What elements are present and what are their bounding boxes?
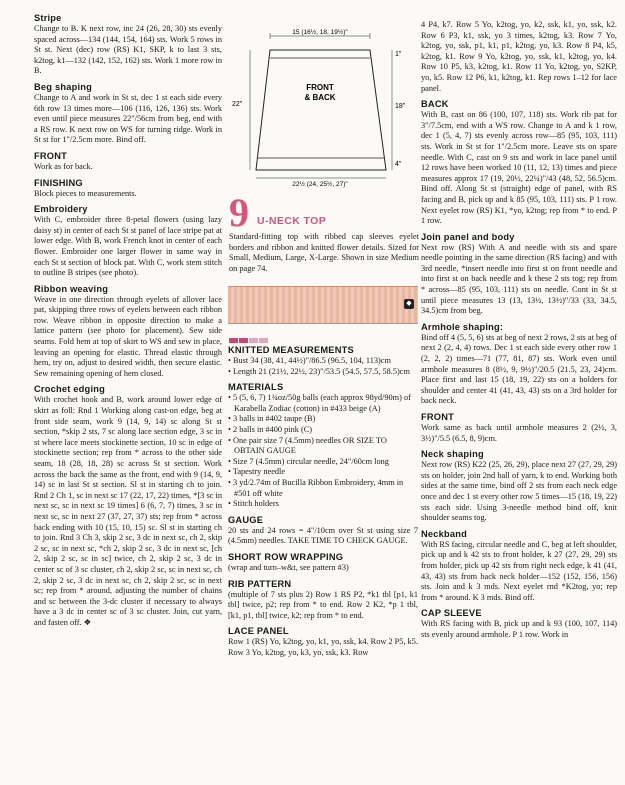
diagram-right-top-label: 1": [395, 51, 402, 58]
heading-front: FRONT: [34, 150, 68, 161]
paragraph: Change to A and work in St st, dec 1 st each side every 6th row 13 times more—106 (116, 126, 136) sts. Work even until piece measures 22"/56cm from beg, end with a RS row. K next row on WS for turning ridge. Work in St st for 1"/2.5cm more. Bind off.: [34, 92, 222, 145]
heading-embroidery: Embroidery: [34, 204, 88, 215]
paragraph: (wrap and turn–w&t, see pattern #3): [228, 562, 349, 572]
heading-back: BACK: [421, 99, 449, 110]
diagram-left-label: 22": [232, 101, 243, 108]
heading-cap-sleeve: CAP SLEEVE: [421, 608, 482, 619]
list-item: • 3 balls in #402 taupe (B): [228, 414, 418, 425]
heading-armhole-shaping: Armhole shaping:: [421, 321, 504, 332]
bullet-list: [228, 393, 418, 510]
list-item: • 5 (5, 6, 7) 1¾oz/50g balls (each approx 98yd/90m) of Karabella Zodiac (cotton) in #433 beige (A): [228, 393, 418, 414]
list-item: • 2 balls in #400 pink (C): [228, 425, 418, 436]
heading-crochet-edging: Crochet edging: [34, 384, 105, 395]
project-number: 9: [229, 190, 249, 235]
paragraph: With RS facing, circular needle and C, beg at left shoulder, pick up and k 42 sts to front holder, k 27 (27, 29, 29) sts from holder, pick up 42 sts from right neck edge, k 41 (41, 43, 43) sts from back neck holder—152 (152, 156, 156) sts. Join and k 3 mds. Next eyelet rnd *K2tog, yo; rep from * around. K 3 mds. Bind off.: [421, 539, 617, 602]
heading-beg-shaping: Beg shaping: [34, 81, 92, 92]
list-item: • One pair size 7 (4.5mm) needles OR SIZE TO OBTAIN GAUGE: [228, 436, 418, 457]
list-item: • Stitch holders: [228, 499, 418, 510]
diagram-top-label: 15 (16½, 18, 19½)": [292, 29, 348, 36]
heading-gauge: GAUGE: [228, 514, 264, 525]
schematic-diagram: [230, 28, 416, 188]
list-item: • Size 7 (4.5mm) circular needle, 24"/60cm long: [228, 457, 418, 468]
paragraph: Change to B. K next row, inc 24 (26, 28, 30) sts evenly spaced across—134 (144, 154, 164) sts. Work 5 rows in St st. Next (dec) row (RS) K1, SKP, k to last 3 sts, k2tog, k1—132 (142, 152, 162) sts. Work 1 more row in B.: [34, 24, 222, 76]
heading-knitted-measurements: KNITTED MEASUREMENTS: [228, 345, 354, 355]
column-right: [421, 0, 617, 641]
paragraph: Row 1 (RS) Yo, k2tog, yo, k1, yo, ssk, k4. Row 2 P5, k5. Row 3 Yo, k2tog, yo, k3, yo, ssk, k3. Row: [228, 637, 418, 657]
heading-neck-shaping: Neck shaping: [421, 449, 484, 460]
paragraph: 20 sts and 24 rows = 4"/10cm over St st using size 7 (4.5mm) needles. TAKE TIME TO CHECK GAUGE.: [228, 525, 418, 546]
list-item: • Bust 34 (38, 41, 44½)"/86.5 (96.5, 104, 113)cm: [228, 356, 418, 367]
list-item: • Length 21 (21½, 22½, 23)"/53.5 (54.5, 57.5, 58.5)cm: [228, 367, 418, 378]
heading-join-panel-and-body: Join panel and body: [421, 231, 515, 242]
heading-rib-pattern: RIB PATTERN: [228, 578, 292, 589]
heading-lace-panel: LACE PANEL: [228, 626, 289, 637]
size-indicator: [229, 330, 289, 336]
heading-neckband: Neckband: [421, 528, 468, 539]
paragraph: Weave in one direction through eyelets of allover lace pat, skipping three rows of eyelets between each ribbon row. Weave ribbon in opposite direction to make a lattice pattern (see photo for placement). Sew side seams. Fold hem at top of skirt to WS and sew in place, leaving an opening for elastic. Thread elastic through hem, try on, adjust to desired width, then secure elastic. Sew remaining opening of hem closed.: [34, 294, 222, 378]
project-title: U-NECK TOP: [257, 215, 327, 227]
heading-short-row-wrapping: SHORT ROW WRAPPING: [228, 551, 344, 562]
paragraph: With crochet hook and B, work around lower edge of skirt as foll: Rnd 1 Working along cast-on edge, beg at front side seam, work 9 (14, 9, 14) sc along St st section, *skip 2 sts, 7 sc along lace section edge, 3 sc in st where lace meets stockinette section, 10 sc in edge of stockinette section; rep from * across to the other side seam, 18 (28, 18, 28) sc across St st section. Work across the back the same as the front, end with 9 (14, 9, 14) sc in last St st section. Sl st in starting ch to join. Rnd 2 Ch 1, sc in next sc 17 (22, 17, 22) times, *[3 sc in next sc, sc in next sc 19 times] 6 (6, 7, 7) times, 3 sc in next sc, sc in next 27 (37, 27, 37) sts; rep from * across back ending with 10 (15, 10, 15) sc. Sl st in starting ch to join. Rnd 3 Ch 3, skip 2 sc, 3 dc in next sc, ch 2, skip 2 sc, sc in next sc, *ch 2, skip 2 sc, 3 dc in next sc, [ch 2, skip 2 sc, sc in sc] twice, ch 2, skip 2 sc, 3 dc in center sc of 3 sc cluster, ch 2, skip 2 sc, sc in next sc, ch 2, skip 2 sc, 3 dc in next sc, ch 2, skip 2 sc, sc in next sc; rep from * around, adjusting the number of chains and sc between the 3-dc cluster if necessary to always have a 3 dc in center sc of 3 sc cluster. Join, cut yarn, and fasten off. ❖: [34, 395, 222, 627]
paragraph: Work same as back until armhole measures 2 (2½, 3, 3½)"/5.5 (6.5, 8, 9)cm.: [421, 423, 617, 443]
heading-stripe: Stripe: [34, 13, 62, 23]
bullet-list: [228, 356, 418, 377]
list-item: • 3 yd/2.74m of Bucilla Ribbon Embroidery, 4mm in #501 off white: [228, 478, 418, 499]
paragraph: With B, cast on 86 (100, 107, 118) sts. Work rib pat for 3"/7.5cm, end with a WS row. Change to A and k 1 row, dec 1 (5, 4, 7) sts evenly across row—85 (95, 103, 111) sts. Work in St st for 1"/2.5cm more. Leave sts on spare needle. With C, cast on 9 sts and work in lace panel until 12 rows have been worked 10 (11, 12, 13) times and piece measures approx 17 (19, 20½, 22¼)"/43 (48, 52, 56.5)cm. Bind off. Along St st (straight) edge of panel, with RS facing and B, pick up and k 85 (95, 103, 111) sts. P 1 row. Next eyelet row (RS) K1, *yo, k2tog; rep from * to end. P 1 row.: [421, 110, 617, 226]
heading-front: FRONT: [421, 412, 455, 422]
heading-materials: MATERIALS: [228, 382, 284, 393]
paragraph: Bind off 4 (5, 5, 6) sts at beg of next 2 rows, 2 sts at beg of next 2 (2, 4, 4) rows. Dec 1 st each side every other row 1 (2, 2, 2) times—71 (77, 81, 87) sts. Work even until armhole measures 8 (8½, 9, 9½)"/20.5 (21.5, 23, 24)cm. Place first and last 15 (18, 19, 22) sts on a holders for shoulder and center 41 (41, 43, 43) sts on a 3rd holder for back neck.: [421, 332, 617, 406]
list-item: • Tapestry needle: [228, 467, 418, 478]
project-intro: [229, 232, 419, 274]
paragraph: 4 P4, k7. Row 5 Yo, k2tog, yo, k2, ssk, k1, yo, ssk, k2. Row 6 P3, k1, ssk, yo 3 times, k2tog, k3. Row 7 Yo, k2tog, yo, ssk, p1, k1, p1, k2tog, yo, k3. Row 8 P4, k5, k2tog, k1. Row 9 Yo, k2tog, yo, ssk, k1, k2tog, yo, k4. Row 10 P5, k3, k2tog, k1. Row 11 Yo, k2tog, yo, S2KP, yo, k5. Row 12 P6, k1, k2tog, k1. Rep rows 1–12 for lace panel.: [421, 20, 617, 93]
intro-text: Standard-fitting top with ribbed cap sleeves eyelet borders and ribbon and knitted flower details. Sized for Small, Medium, Large, X-Large. Shown in size Medium on page 74.: [229, 232, 419, 273]
diagram-label-front: FRONT: [306, 83, 334, 92]
paragraph: Next row (RS) With A and needle with sts and spare needle pointing in the same direction (RS facing) and with 3rd needle, *insert needle into first st on front needle and into first st on back needle and k these 2 sts tog; rep from * across—85 (95, 103, 111) sts on needle. Cont in St st until piece measures 13 (13, 13½, 13½)"/33 (33, 34.5, 34.5)cm from beg.: [421, 242, 617, 316]
paragraph: (multiple of 7 sts plus 2) Row 1 RS P2, *k1 tbl [p1, k1 tbl] twice, p2; rep from * to end. Row 2 K2, *p 1 tbl, [k1, p1, tbl] twice, k2; rep from * to end.: [228, 589, 418, 620]
diagram-right-mid-label: 18": [395, 103, 406, 110]
paragraph: With C, embroider three 8-petal flowers (using lazy daisy st) in center of each St st panel of lace stripe pat at lower edge. With B, work French knot in center of each flower. Embroider one larger flower in same way in each St st section of block pat. With C, work stem stitch to outline B stripes (see photo).: [34, 215, 222, 278]
heading-finishing: FINISHING: [34, 177, 83, 188]
heading-ribbon-weaving: Ribbon weaving: [34, 283, 109, 294]
paragraph: Block pieces to measurements.: [34, 188, 137, 198]
diagram-right-bot-label: 4": [395, 161, 402, 168]
paragraph: Work as for back.: [34, 161, 93, 171]
diagram-label-back: & BACK: [304, 93, 336, 102]
column-middle: [228, 340, 418, 658]
diagram-bottom-label: 22½ (24, 25½, 27)": [292, 181, 348, 188]
paragraph: Next row (RS) K22 (25, 26, 29), place next 27 (27, 29, 29) sts on holder, join 2nd ball of yarn, k to end. Working both sides at the same time, bind off 2 sts from each neck edge once and dec 1 st every other row 5 times—15 (18, 19, 22) sts each side. Using 3-needle method bind off, knit shoulder seams tog.: [421, 460, 617, 523]
stitch-swatch-image: [228, 286, 418, 324]
diamond-icon: ◆: [404, 299, 414, 309]
paragraph: With RS facing with B, pick up and k 93 (100, 107, 114) sts evenly around armhole. P 1 row. Work in: [421, 619, 617, 639]
column-left: [34, 0, 222, 629]
project-heading: [229, 190, 419, 235]
